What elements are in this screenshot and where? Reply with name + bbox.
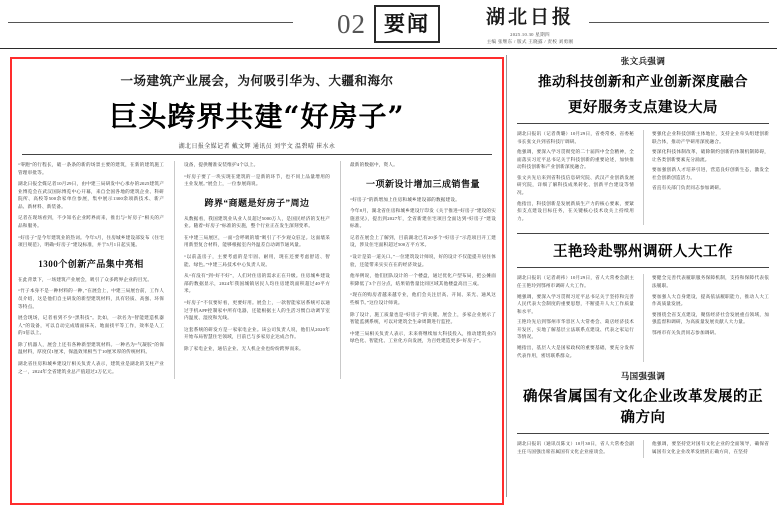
article-title-line2: 更好服务支点建设大局 (568, 99, 718, 116)
paragraph: 湖北省住房和城乡建设厅相关负责人表示，建筑业是湖北的支柱产业之一，2024年全省建筑业总产值超过2万亿元。 (18, 360, 164, 374)
paragraph: 他强调，要深入学习贯彻党的二十届四中全会精神，全面落实习近平总书记关于科技创新的重要论述，加快推动科技创新和产业创新深度融合。 (517, 149, 634, 170)
paragraph: 从“有没有”到“好不好”，人们对住房的需求正在升级。住房城乡建设部的数据显示，2024年我国城镇居民人均住房建筑面积超过40平方米。 (184, 273, 330, 294)
paragraph: 他指出，科技创新是发展新质生产力的核心要素，要紧扣支点建设目标任务，在关键核心技术攻关上持续用力。 (517, 200, 634, 221)
brand-title: 湖北日报 (485, 6, 574, 28)
article-title: 确保省属国有文化企业改革发展的正确方向 (523, 388, 763, 427)
paragraph: 除了机器人，展会上还有各种新型建筑材料。一种名为“气凝胶”的保温材料，厚度仅1厘米，保温效果相当于10厘米厚的传统材料。 (18, 341, 164, 355)
article-ma-guoqiang (517, 370, 769, 458)
lead-column-2 (174, 161, 330, 379)
paragraph: 王艳玲先后到鄂州市华容区人大常委会、葛店经济技术开发区，实地了解基层立法联系点建设、代表之家运行等情况。 (517, 319, 634, 340)
article-column-1 (517, 130, 634, 225)
brand-credits: 主编 张继东 / 版式 王晓露 / 责校 刘勇刚 (486, 39, 574, 44)
article-columns (517, 274, 769, 362)
article-column-2 (643, 274, 769, 362)
paragraph: 湖北日报全媒记者10月29日，由中建三局研发中心承办的2025建筑产业博览会在武汉国际博览中心开幕，来自全国各地的建筑企业、科研院所、高校等500余家单位参展，集中展示1300余项新技术、新产品、新材料、新装备。 (18, 181, 164, 209)
paragraph: 设备，提供精准安装维护4个以上。 (184, 162, 259, 167)
lead-shoulder-headline: 一场建筑产业展会，为何吸引华为、大疆和海尔 (120, 74, 394, 88)
paragraph: “以前盖房子，主要考虑的是牢固、耐用，现在还要考虑舒适、智能、绿色。”中建三局技术中心负责人说。 (184, 254, 330, 267)
article-column-2 (643, 440, 769, 458)
paragraph: 从数据看，我国建筑业从业人员超过5000万人，是国民经济的支柱产业。随着“好房子”标准的实施，整个行业正在发生深刻变革。 (184, 215, 330, 229)
lead-subhead-c: 一项新设计增加三成销售量 (365, 178, 480, 189)
paragraph: 他强调，要坚持党对国有文化企业的全面领导，确保省属国有文化企业改革发展的正确方向，在坚持 (652, 441, 769, 454)
article-column-1 (517, 440, 634, 458)
article-zhang-wenbing (517, 55, 769, 225)
right-column-zone (506, 55, 769, 497)
paragraph: 要强化企业科技创新主体地位，支持企业牵头组建创新联合体，推动产学研用深度融合。 (652, 131, 769, 144)
paragraph: 她强调，要深入学习贯彻习近平总书记关于坚持和完善人民代表大会制度的重要思想，不断提升人大工作质量和水平。 (517, 293, 634, 314)
lead-byline: 湖北日报全媒记者 戴文辉 通讯员 刘宇文 温碧晴 崔水永 (22, 141, 492, 155)
lead-column-1 (18, 161, 164, 379)
lead-main-headline: 巨头跨界共建“好房子” (109, 100, 405, 133)
article-wang-yanling (517, 233, 769, 362)
paragraph: “竹子本身不是一种材料的一种，”在展会上，中建三局展台前，工作人员介绍，这是他们自主研发的新型建筑材料，具有轻质、高强、环保等特点。 (18, 288, 164, 309)
section-label: 要闻 (374, 5, 440, 43)
paragraph: 要围绕全省支点建设，聚焦经济社会发展重点领域，加强监督和调研，为高质量发展贡献人大力量。 (652, 311, 769, 325)
paragraph: 今年8月，湖北省住房和城乡建设厅印发《关于推进“好房子”建设的实施意见》，提出到2027年，全省新建住宅项目全面达到“好房子”建设标准。 (350, 208, 496, 229)
lead-subhead-a: 1300个创新产品集中亮相 (38, 258, 144, 269)
paragraph: 在此背景下，一场建筑产业展会，吸引了众多跨界企业的目光。 (18, 276, 153, 282)
paragraph: 要加强人大自身建设，提高依法履职能力，推动人大工作高质量发展。 (652, 293, 769, 307)
paragraph: 鄂州市有关负责同志参加调研。 (652, 329, 720, 335)
article-title: 推动科技创新和产业创新深度融合 (538, 74, 748, 90)
divider (517, 433, 769, 434)
lead-columns (18, 161, 496, 379)
page-number: 02 (337, 8, 366, 39)
masthead (0, 0, 777, 49)
article-column-1 (517, 274, 634, 362)
masthead-rule-left (8, 22, 293, 23)
paragraph: 张文兵先后来到省科技信息研究院、武汉产业创新发展研究院，详细了解科技成果转化、创新平台建设等情况。 (517, 174, 634, 196)
paragraph: 在中建三局展区，一面“会呼吸的墙”吸引了不少观众驻足。这面墙采用新型复合材料，能够根据室内外温差自动调节通风量。 (184, 234, 330, 248)
paragraph: 除了设计，施工质量也是“好房子”的关键。展会上，多家企业展示了智能监测系统，可以对建筑全生命周期进行监控。 (350, 311, 496, 325)
divider (517, 267, 769, 268)
lead-subhead-b: 跨界“商题是好房子”周边 (204, 197, 310, 208)
paragraph: 要深化科技体制改革，破除制约创新的体制机制障碍，让各类创新要素充分涌流。 (652, 149, 769, 162)
paragraph: 记者在现场看到，不少知名企业跨界而来，推出与“好房子”相关的产品和服务。 (18, 215, 164, 229)
paragraph: 要健全完善代表履职服务保障机制，支持和保障代表依法履职。 (652, 275, 769, 288)
paragraph: 要加强创新人才培养引进，营造良好创新生态，激发全社会创新创造活力。 (652, 167, 769, 180)
paragraph: 他举例说，他们团队设计的一个楼盘，通过优化户型布局，把公摊面积降低了3个百分点，结果销售量比同区域其他楼盘高出三成。 (350, 273, 496, 286)
lead-article-zone (8, 55, 506, 497)
paragraph: 最新的数据中，资人。 (350, 162, 398, 167)
divider (517, 233, 769, 234)
article-kicker: 张文兵强调 (620, 56, 666, 66)
paragraph: 中建三局相关负责人表示，未来将继续加大科技投入，推动建筑业向绿色化、智能化、工业化方向发展，为百姓建造更多“好房子”。 (350, 330, 496, 344)
paragraph: 这套系统的研发方是一家家电企业。该公司负责人说，他们从2020年开始布局智慧住宅领域，目前已与多家房企达成合作。 (184, 326, 330, 340)
paper-brand (440, 2, 620, 45)
paragraph: 记者在展会上了解到，目前湖北已有20多个“好房子”示范项目开工建设，涉及住宅面积超过500万平方米。 (350, 234, 496, 248)
paragraph: 湖北日报讯（通讯员陈文）10月30日，省人大常委会副主任马国强出席省属国有文化企业座谈会。 (517, 441, 634, 454)
article-kicker: 马国强强调 (620, 371, 666, 382)
paragraph: 湖北日报讯（记者胡祎）10月29日，省人大常委会副主任王艳玲到鄂州市调研人大工作。 (517, 275, 634, 288)
lead-column-3 (340, 161, 496, 379)
article-columns (517, 440, 769, 458)
paragraph: 她指出，基层人大是国家政权的重要基础，要充分发挥代表作用，密切联系群众。 (517, 344, 634, 358)
paragraph: 省直有关部门负责同志参加调研。 (652, 185, 724, 191)
brand-date: 2025.10.30 星期四 (510, 32, 550, 37)
paragraph: 湖北日报讯（记者黄璐）10月29日，省委常委、省委秘书长张文兵到省科技厅调研。 (517, 131, 634, 144)
paragraph: “好房子”是今年建筑业的热词。今年3月，住房城乡建设部发布《住宅项目规范》，明确“好房子”建设标准，并于5月1日起实施。 (18, 234, 164, 248)
article-title: 王艳玲赴鄂州调研人大工作 (553, 243, 733, 261)
article-columns (517, 130, 769, 225)
paragraph: “好房子要了一块实现在建筑的一是新的环节，也不同上品量增用的主业发展。”展会上，一位参展商说。 (184, 173, 330, 187)
divider (517, 123, 769, 124)
paragraph: “设计是第一道关口。”一位建筑设计师说，好的设计不仅能提升居住体验，还能带来实实在在的经济效益。 (350, 254, 496, 267)
paragraph: “零跑”的行程长，破一条条的新的场景主要的建筑，在新的建筑施工管理审批等。 (18, 162, 164, 175)
page-body (0, 49, 777, 497)
paragraph: “好房子”的新增加上住房和城乡建设部的数据建设。 (350, 196, 460, 202)
paragraph: 展会现场，记者看到不少“黑科技”。比如，一款名为“智能建造机器人”的设备，可以自动完成墙面抹灰、地面找平等工作，效率是人工的3倍以上。 (18, 315, 164, 336)
paragraph: 除了家电企业，通信企业、无人机企业也纷纷跨界而来。 (184, 345, 304, 351)
paragraph: “好房子”不仅要好看，更要好用。展会上，一款智能家居系统可以通过手机APP控制家中所有电器，还能根据主人的生活习惯自动调节室内温度、湿度和光线。 (184, 299, 330, 321)
paragraph: “现在的购房者越来越专业，他们会关注层高、开间、采光、通风这些细节。”这位设计师说。 (350, 292, 496, 305)
article-column-2 (643, 130, 769, 225)
